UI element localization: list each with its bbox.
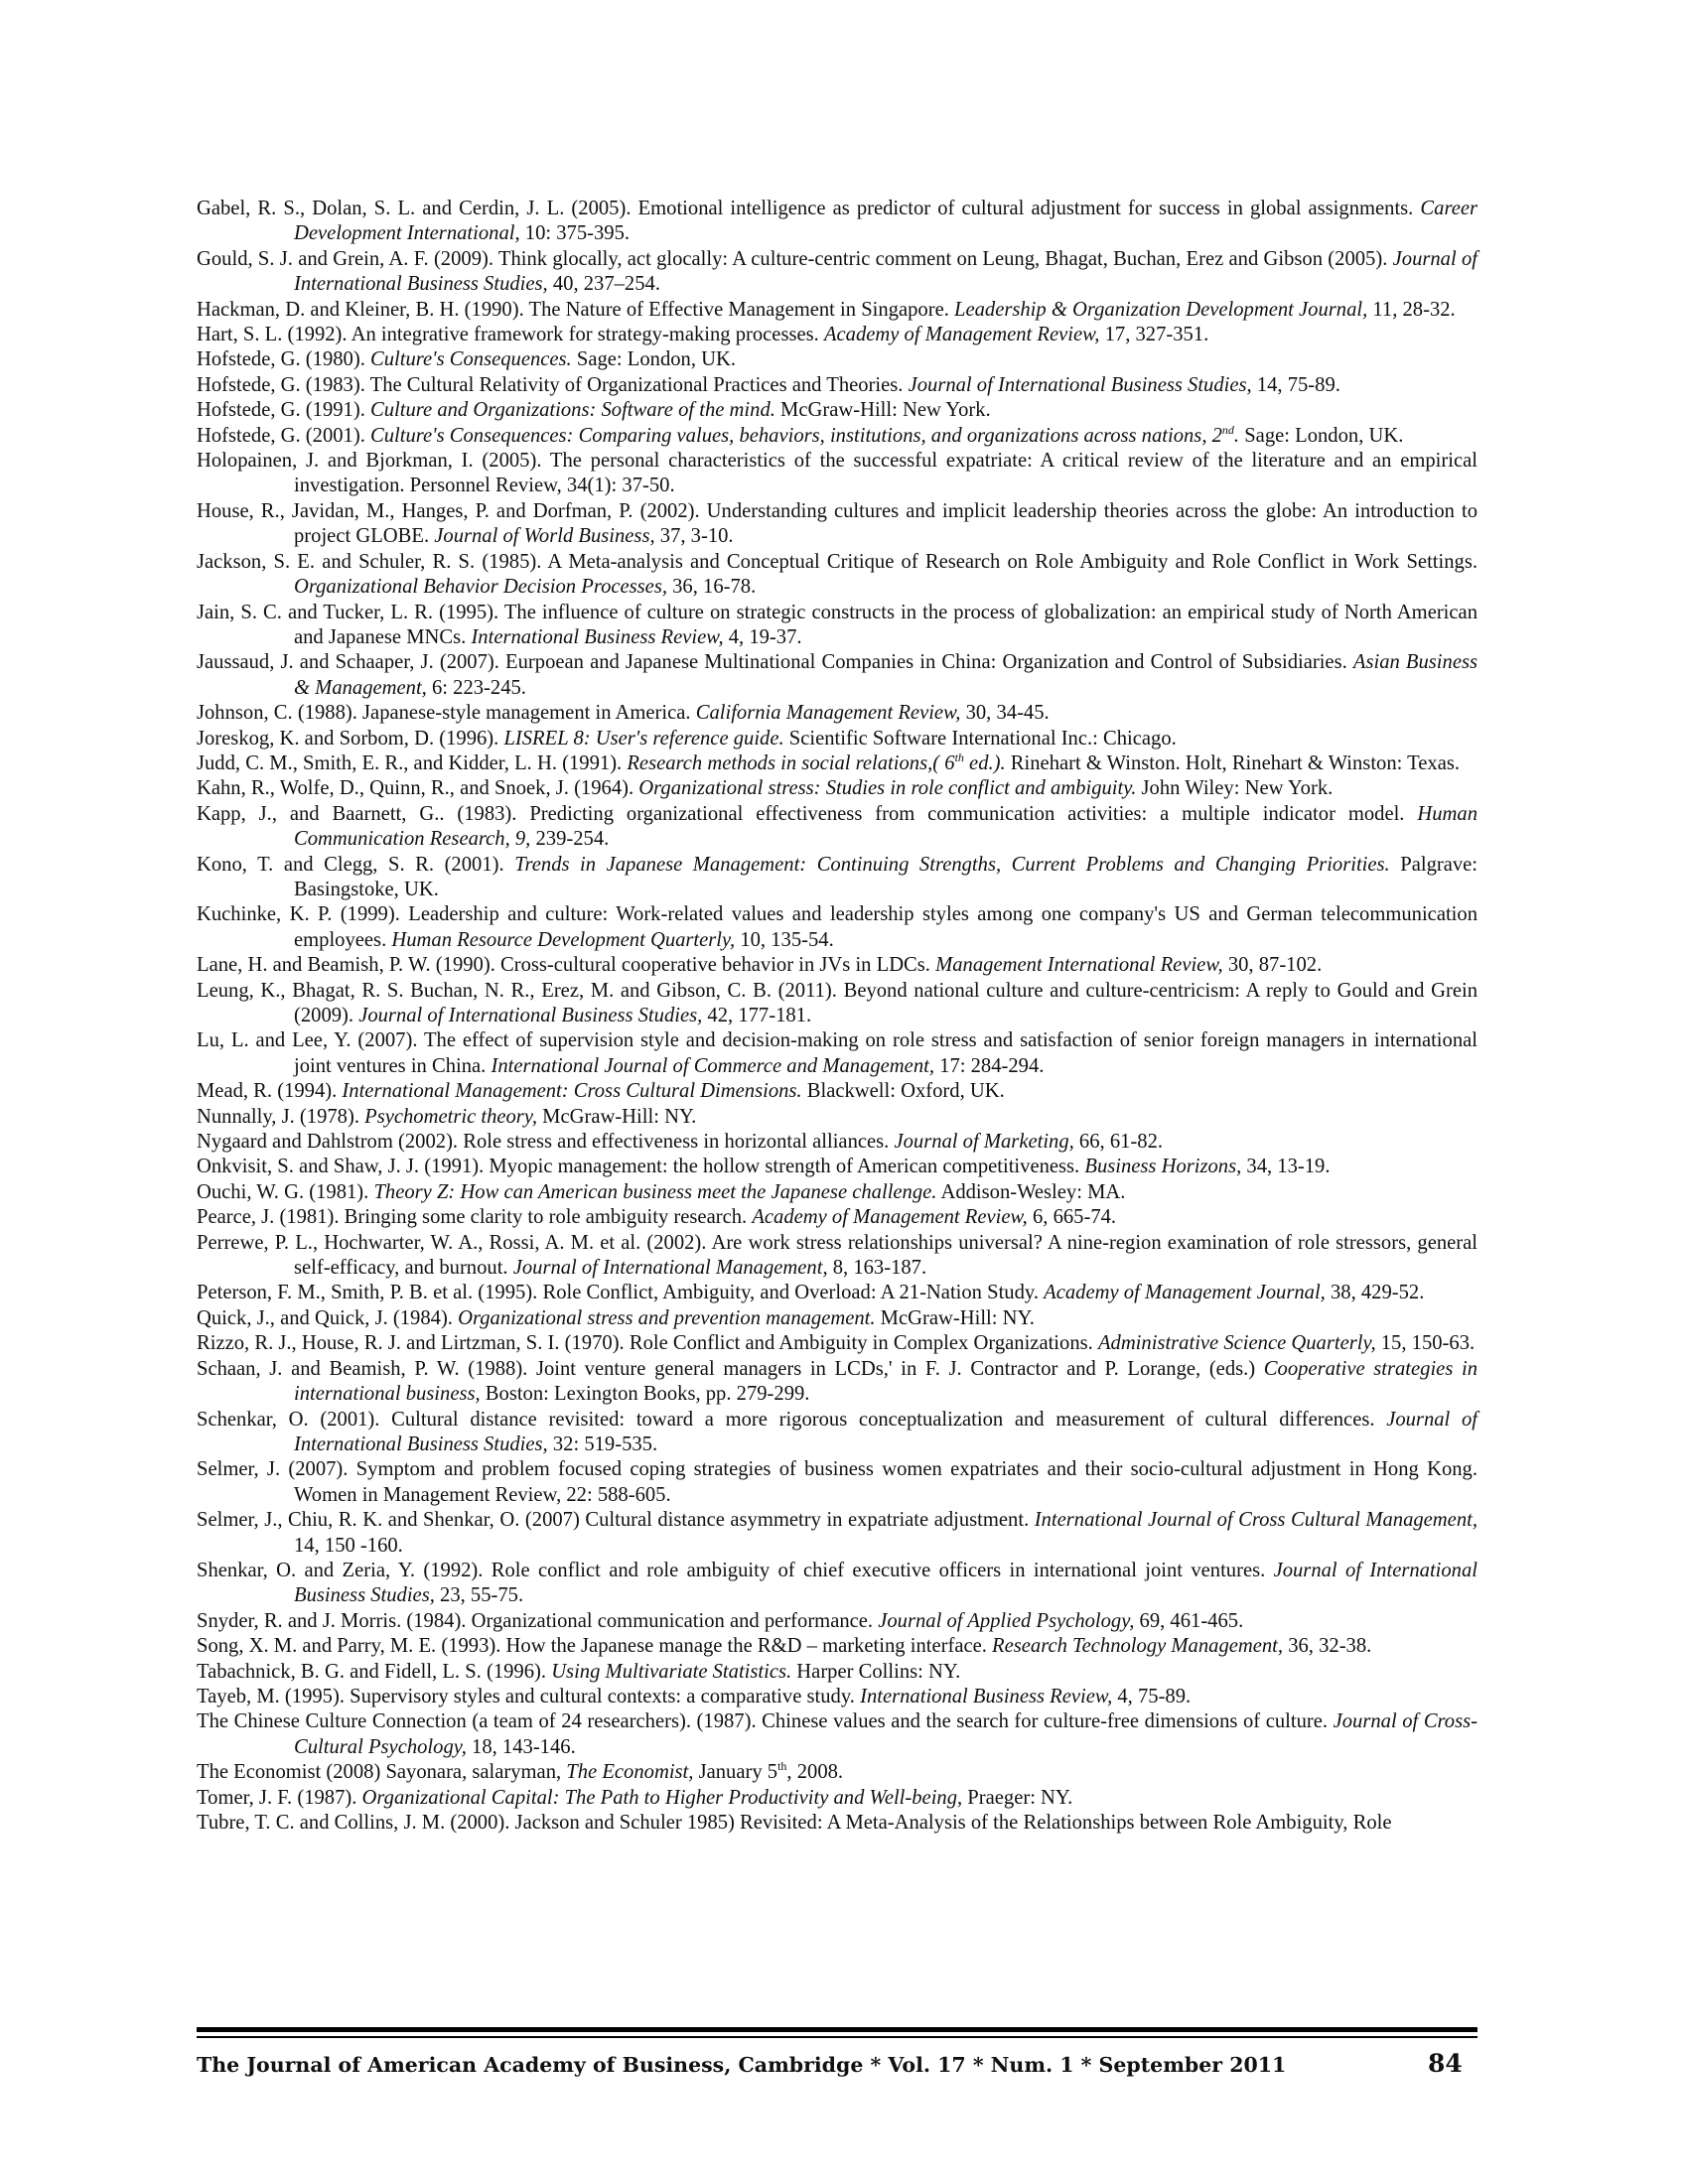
reference-details: 10, 135-54. [735,928,834,951]
reference-source-title: International Management: Cross Cultural Dimensions. [342,1080,802,1103]
reference-entry [197,298,1477,323]
reference-text: The Economist (2008) Sayonara, salaryman, [197,1761,567,1784]
reference-entry [197,1811,1477,1836]
reference-source-title: Organizational stress and prevention management. [458,1306,876,1329]
reference-details: McGraw-Hill: NY. [536,1105,697,1128]
reference-entry [197,1609,1477,1634]
reference-details: 37, 3-10. [654,525,734,548]
reference-text: Shenkar, O. and Zeria, Y. (1992). Role conflict and role ambiguity of chief executive officers in international joint ventures. [197,1559,1274,1581]
reference-details: 6, 665-74. [1027,1206,1117,1229]
reference-source-title: Management International Review, [935,954,1223,977]
reference-details: 32: 519-535. [547,1433,658,1455]
reference-entry [197,1634,1477,1659]
reference-entry [197,398,1477,423]
reference-superscript: nd [1221,422,1234,437]
reference-entry [197,550,1477,601]
reference-entry [197,1180,1477,1205]
reference-details: 30, 87-102. [1222,954,1323,977]
reference-details: 11, 28-32. [1367,298,1456,321]
reference-text: Hofstede, G. (1980). [197,348,371,371]
reference-details: 66, 61-82. [1073,1131,1164,1154]
reference-source-title: Psychometric theory, [364,1105,537,1128]
reference-source-title: Trends in Japanese Management: Continuing Strengths, Current Problems and Changing Priorities. [514,853,1390,876]
reference-entry [197,1130,1477,1155]
reference-details: 14, 75-89. [1251,373,1340,396]
reference-text: Nygaard and Dahlstrom (2002). Role stress and effectiveness in horizontal alliances. [197,1131,895,1154]
reference-entry [197,650,1477,701]
reference-text: Hart, S. L. (1992). An integrative framework for strategy-making processes. [197,324,824,346]
reference-source-title: Research Technology Management, [992,1635,1284,1658]
footer-rule-thick [197,2027,1477,2032]
reference-entry [197,1231,1477,1282]
reference-entry [197,601,1477,651]
reference-text: Peterson, F. M., Smith, P. B. et al. (1995). Role Conflict, Ambiguity, and Overload: A 21-Nation Study. [197,1282,1045,1304]
reference-text: Tubre, T. C. and Collins, J. M. (2000). Jackson and Schuler 1985) Revisited: A Meta-Analysis of the Relationships between Role Ambiguity, Role [197,1812,1392,1834]
reference-source-title: Using Multivariate Statistics. [551,1660,792,1683]
reference-source-title: Cooperative strategies in international business, [294,1357,1478,1406]
reference-details: Scientific Software International Inc.: Chicago. [783,727,1177,750]
reference-text: Kuchinke, K. P. (1999). Leadership and culture: Work-related values and leadership styles among one company's US and German telecommunication employees. [197,903,1477,951]
reference-superscript: th [954,751,964,765]
reference-entry [197,1155,1477,1179]
reference-details: 15, 150-63. [1375,1332,1476,1355]
reference-source-title: Journal of International Business Studies, [294,1408,1477,1455]
reference-entry [197,1457,1477,1508]
reference-entry [197,701,1477,726]
reference-details: 38, 429-52. [1325,1282,1425,1304]
reference-entry [197,727,1477,751]
reference-text: Jaussaud, J. and Schaaper, J. (2007). Eurpoean and Japanese Multinational Companies in China: Organization and Control of Subsidiaries. [197,651,1353,674]
reference-entry [197,1357,1477,1408]
reference-details: John Wiley: New York. [1136,777,1334,800]
reference-entry [197,347,1477,372]
reference-text: Quick, J., and Quick, J. (1984). [197,1306,459,1329]
reference-entry [197,751,1477,776]
reference-source-title: Journal of Cross-Cultural Psychology, [294,1710,1477,1758]
reference-entry [197,1079,1477,1104]
reference-source-title: Asian Business & Management, [294,651,1477,699]
reference-entry [197,902,1477,953]
reference-entry [197,1508,1477,1559]
reference-text: Joreskog, K. and Sorbom, D. (1996). [197,727,504,750]
reference-details: January 5 [693,1761,778,1784]
reference-entry [197,1028,1477,1079]
reference-entry [197,323,1477,347]
reference-source-title: Journal of Marketing, [894,1131,1074,1154]
reference-source-title: Career Development International, [294,198,1477,245]
reference-source-title: Culture's Consequences. [370,348,572,371]
reference-source-title: International Journal of Cross Cultural Management, [1034,1509,1477,1532]
reference-details: Blackwell: Oxford, UK. [801,1080,1005,1103]
reference-source-title: Administrative Science Quarterly, [1097,1332,1376,1355]
reference-text: Johnson, C. (1988). Japanese-style management in America. [197,702,696,725]
reference-text: Hofstede, G. (2001). [197,424,371,447]
reference-source-title: Human Communication Research, 9, [294,802,1477,851]
reference-details: 8, 163-187. [827,1257,927,1280]
reference-source-title: Academy of Management Review, [823,324,1100,346]
reference-text: Schenkar, O. (2001). Cultural distance revisited: toward a more rigorous conceptualization and measurement of cultural differences. [197,1408,1387,1431]
reference-text: Tayeb, M. (1995). Supervisory styles and cultural contexts: a comparative study. [197,1685,861,1707]
reference-source-title-cont: . [1233,424,1240,447]
reference-entry [197,953,1477,978]
reference-text: Hackman, D. and Kleiner, B. H. (1990). The Nature of Effective Management in Singapore. [197,298,955,321]
reference-entry [197,776,1477,801]
reference-details: Boston: Lexington Books, pp. 279-299. [480,1383,810,1406]
reference-details: 30, 34-45. [960,702,1050,725]
reference-entry [197,1306,1477,1331]
reference-entry [197,197,1477,247]
reference-details: 69, 461-465. [1134,1609,1244,1632]
reference-source-title: Journal of International Business Studies, [294,1559,1477,1607]
reference-text: House, R., Javidan, M., Hanges, P. and Dorfman, P. (2002). Understanding cultures and implicit leadership theories across the globe: An introduction to project GLOBE. [197,499,1477,548]
reference-entry [197,499,1477,550]
reference-source-title: Academy of Management Journal, [1044,1282,1326,1304]
reference-list [197,197,1477,1836]
reference-details: Rinehart & Winston. Holt, Rinehart & Winston: Texas. [1005,751,1461,774]
reference-text: Jain, S. C. and Tucker, L. R. (1995). The influence of culture on strategic constructs in the process of globalization: an empirical study of North American and Japanese MNCs. [197,601,1477,648]
reference-text: Snyder, R. and J. Morris. (1984). Organizational communication and performance. [197,1609,879,1632]
reference-source-title: Organizational stress: Studies in role conflict and ambiguity. [638,777,1137,800]
reference-entry [197,449,1477,499]
reference-details: 17: 284-294. [934,1054,1045,1077]
reference-text: Mead, R. (1994). [197,1080,343,1103]
reference-entry [197,1205,1477,1230]
reference-details: 10: 375-395. [519,222,631,245]
reference-source-title-cont: ed.). [963,751,1006,774]
reference-source-title: California Management Review, [695,702,961,725]
reference-source-title: Human Resource Development Quarterly, [391,928,736,951]
reference-text: Kono, T. and Clegg, S. R. (2001). [197,853,515,876]
reference-entry [197,1685,1477,1709]
reference-details: 4, 19-37. [723,625,802,648]
reference-details: 36, 16-78. [666,576,757,599]
reference-details: McGraw-Hill: New York. [774,399,991,422]
reference-text: Pearce, J. (1981). Bringing some clarity to role ambiguity research. [197,1206,753,1229]
reference-entry [197,1786,1477,1811]
reference-text: Hofstede, G. (1991). [197,399,371,422]
reference-text: Lu, L. and Lee, Y. (2007). The effect of supervision style and decision-making on role stress and satisfaction of senior foreign managers in international joint ventures in China. [197,1029,1477,1077]
reference-entry [197,1760,1477,1785]
reference-details: Praeger: NY. [962,1786,1073,1809]
reference-entry [197,1105,1477,1130]
reference-text: Rizzo, R. J., House, R. J. and Lirtzman, S. I. (1970). Role Conflict and Ambiguity in Complex Organizations. [197,1332,1098,1355]
reference-source-title: Academy of Management Review, [752,1206,1028,1229]
reference-text: Kahn, R., Wolfe, D., Quinn, R., and Snoek, J. (1964). [197,777,639,800]
reference-source-title: Business Horizons, [1084,1156,1242,1178]
reference-details: 4, 75-89. [1112,1685,1192,1707]
reference-source-title: Journal of Applied Psychology, [878,1609,1135,1632]
reference-entry [197,373,1477,398]
reference-source-title: Journal of International Business Studies, [358,1005,703,1026]
reference-source-title: Theory Z: How can American business meet the Japanese challenge. [373,1180,937,1203]
reference-text: Ouchi, W. G. (1981). [197,1180,374,1203]
reference-details: Addison-Wesley: MA. [936,1180,1126,1203]
reference-superscript: th [777,1759,787,1774]
reference-entry [197,1408,1477,1458]
reference-details: Palgrave: Basingstoke, UK. [294,853,1478,900]
reference-details: Harper Collins: NY. [791,1660,961,1683]
reference-details: 23, 55-75. [434,1584,524,1607]
reference-text: The Chinese Culture Connection (a team of 24 researchers). (1987). Chinese values and the search for culture-free dimensions of culture. [197,1710,1334,1733]
reference-details: 239-254. [530,828,610,851]
reference-details: 42, 177-181. [702,1005,812,1026]
journal-footer: The Journal of American Academy of Business, Cambridge * Vol. 17 * Num. 1 * September 2011 [197,2053,1287,2077]
reference-details: 17, 327-351. [1099,324,1209,346]
reference-entry [197,1709,1477,1760]
reference-source-title: Journal of World Business, [434,525,655,548]
reference-source-title: Culture and Organizations: Software of the mind. [370,399,775,422]
reference-details: 14, 150 -160. [294,1534,403,1557]
reference-text: Song, X. M. and Parry, M. E. (1993). How the Japanese manage the R&D – marketing interface. [197,1635,993,1658]
reference-entry [197,424,1477,449]
reference-source-title: Research methods in social relations,( 6th [627,751,964,774]
reference-details: 40, 237–254. [547,273,660,296]
reference-source-title: Journal of International Management, [512,1257,828,1280]
reference-text: Jackson, S. E. and Schuler, R. S. (1985). A Meta-analysis and Conceptual Critique of Research on Role Ambiguity and Role Conflict in Work Settings. [197,550,1477,573]
reference-text: Perrewe, P. L., Hochwarter, W. A., Rossi, A. M. et al. (2002). Are work stress relationships universal? A nine-region examination of role stressors, general self-efficacy, and burnout. [197,1231,1477,1280]
reference-details: 36, 32-38. [1283,1635,1372,1658]
reference-text: Selmer, J. (2007). Symptom and problem focused coping strategies of business women expatriates and their socio-cultural adjustment in Hong Kong. Women in Management Review, 22: 588-605. [197,1458,1477,1506]
reference-text: Selmer, J., Chiu, R. K. and Shenkar, O. (2007) Cultural distance asymmetry in expatriate adjustment. [197,1509,1035,1532]
reference-text: Leung, K., Bhagat, R. S. Buchan, N. R., Erez, M. and Gibson, C. B. (2011). Beyond national culture and culture-centricism: A reply to Gould and Grein (2009). [197,979,1477,1026]
reference-entry [197,1281,1477,1305]
reference-text: Schaan, J. and Beamish, P. W. (1988). Joint venture general managers in LCDs,' in F. J. Contractor and P. Lorange, (eds.) [197,1357,1264,1380]
reference-details: 18, 143-146. [466,1735,576,1758]
reference-details: Sage: London, UK. [1239,424,1404,447]
reference-entry [197,853,1477,903]
footer-rule-thin [197,2036,1477,2038]
reference-source-title: LISREL 8: User's reference guide. [503,727,784,750]
reference-text: Tabachnick, B. G. and Fidell, L. S. (1996). [197,1660,552,1683]
reference-entry [197,247,1477,298]
reference-source-title: Leadership & Organization Development Journal, [954,298,1368,321]
reference-entry [197,1660,1477,1685]
reference-details: McGraw-Hill: NY. [875,1306,1035,1329]
reference-source-title: The Economist, [566,1761,694,1784]
reference-source-title: International Business Review, [860,1685,1113,1707]
reference-entry [197,1331,1477,1356]
reference-text: Judd, C. M., Smith, E. R., and Kidder, L. H. (1991). [197,751,628,774]
reference-text: Holopainen, J. and Bjorkman, I. (2005). The personal characteristics of the successful expatriate: A critical review of the literature and an empirical investigation. Personnel Review, 34(1): 37-50. [197,450,1477,497]
reference-text: Nunnally, J. (1978). [197,1105,365,1128]
reference-text: Lane, H. and Beamish, P. W. (1990). Cross-cultural cooperative behavior in JVs in LDCs. [197,954,936,977]
reference-source-title: Culture's Consequences: Comparing values, behaviors, institutions, and organizations across nations, 2nd [370,422,1234,447]
reference-entry [197,802,1477,853]
reference-text: Gabel, R. S., Dolan, S. L. and Cerdin, J. L. (2005). Emotional intelligence as predictor of cultural adjustment for success in global assignments. [197,198,1421,219]
reference-text: Tomer, J. F. (1987). [197,1786,362,1809]
reference-entry [197,979,1477,1029]
page-number: 84 [1428,2049,1463,2078]
reference-details-cont: , 2008. [786,1761,844,1784]
reference-details: 34, 13-19. [1241,1156,1331,1178]
reference-source-title: International Business Review, [471,625,724,648]
reference-source-title: Journal of International Business Studies, [294,247,1477,296]
reference-entry [197,1559,1477,1609]
reference-text: Onkvisit, S. and Shaw, J. J. (1991). Myopic management: the hollow strength of American competitiveness. [197,1156,1085,1178]
reference-details: Sage: London, UK. [571,348,737,371]
reference-text: Gould, S. J. and Grein, A. F. (2009). Think glocally, act glocally: A culture-centric comment on Leung, Bhagat, Buchan, Erez and Gibson (2005). [197,247,1393,270]
reference-source-title: Journal of International Business Studies, [908,373,1252,396]
reference-source-title: Organizational Behavior Decision Processes, [294,576,667,599]
reference-details: 6: 223-245. [426,676,526,699]
reference-text: Hofstede, G. (1983). The Cultural Relativity of Organizational Practices and Theories. [197,373,909,396]
reference-source-title: Organizational Capital: The Path to Higher Productivity and Well-being, [361,1786,963,1809]
reference-source-title: International Journal of Commerce and Management, [491,1054,934,1077]
reference-text: Kapp, J., and Baarnett, G.. (1983). Predicting organizational effectiveness from communication activities: a multiple indicator model. [197,802,1418,825]
